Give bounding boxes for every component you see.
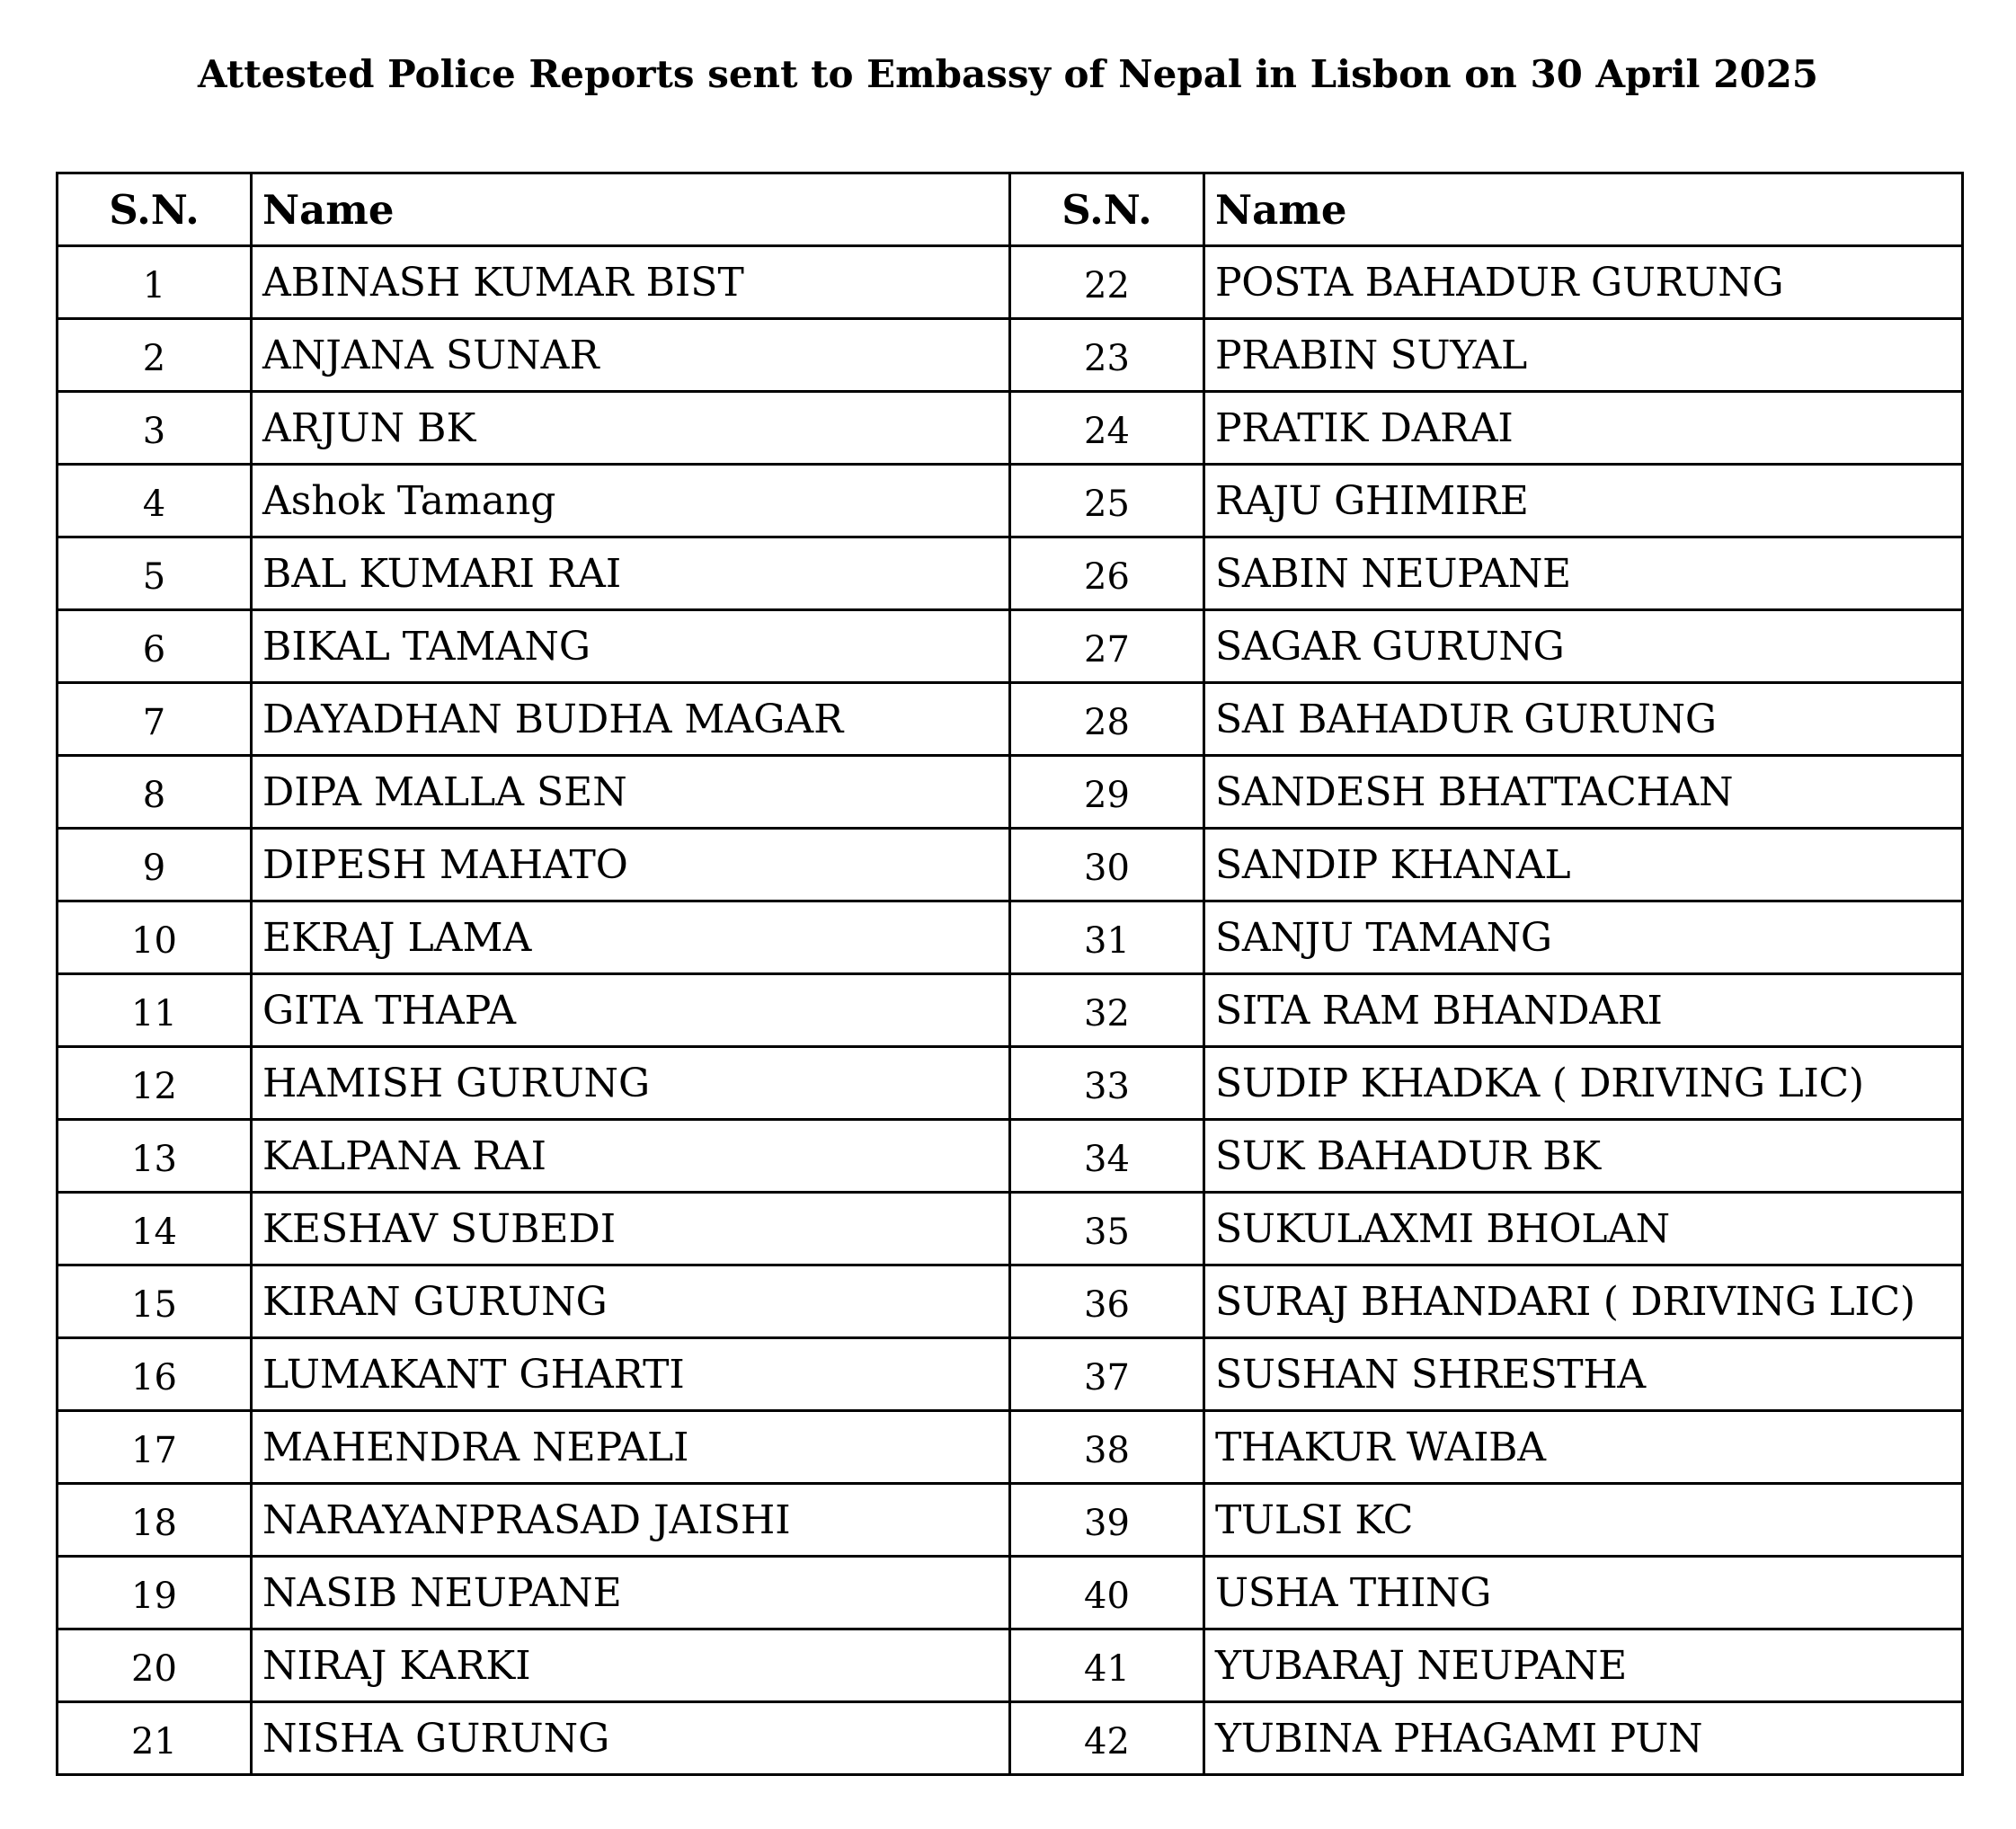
person-name-right: THAKUR WAIBA [1204,1411,1963,1484]
serial-number-right: 24 [1010,392,1204,465]
person-name-left: LUMAKANT GHARTI [252,1338,1010,1411]
serial-number-left: 20 [58,1629,252,1702]
person-name-left: NASIB NEUPANE [252,1557,1010,1629]
person-name-left: ANJANA SUNAR [252,319,1010,392]
serial-number-left: 1 [58,246,252,319]
table-row [58,319,1963,392]
serial-number-left: 16 [58,1338,252,1411]
table-row [58,1047,1963,1120]
person-name-left: KALPANA RAI [252,1120,1010,1193]
serial-number-left: 13 [58,1120,252,1193]
serial-number-left: 8 [58,756,252,829]
person-name-right: SANJU TAMANG [1204,901,1963,974]
serial-number-left: 17 [58,1411,252,1484]
table-row [58,756,1963,829]
person-name-right: SABIN NEUPANE [1204,537,1963,610]
table-row [58,1120,1963,1193]
person-name-left: NISHA GURUNG [252,1702,1010,1775]
serial-number-right: 38 [1010,1411,1204,1484]
serial-number-right: 42 [1010,1702,1204,1775]
column-header-sn-left: S.N. [58,173,252,246]
person-name-left: BIKAL TAMANG [252,610,1010,683]
serial-number-right: 34 [1010,1120,1204,1193]
serial-number-left: 19 [58,1557,252,1629]
table-row [58,1484,1963,1557]
table-row [58,246,1963,319]
person-name-left: GITA THAPA [252,974,1010,1047]
person-name-right: POSTA BAHADUR GURUNG [1204,246,1963,319]
serial-number-right: 40 [1010,1557,1204,1629]
serial-number-right: 23 [1010,319,1204,392]
person-name-right: TULSI KC [1204,1484,1963,1557]
table-body [58,246,1963,1775]
person-name-right: SAGAR GURUNG [1204,610,1963,683]
serial-number-left: 4 [58,465,252,537]
serial-number-right: 25 [1010,465,1204,537]
serial-number-left: 9 [58,829,252,901]
person-name-left: DIPA MALLA SEN [252,756,1010,829]
person-name-left: NIRAJ KARKI [252,1629,1010,1702]
serial-number-left: 7 [58,683,252,756]
person-name-right: SAI BAHADUR GURUNG [1204,683,1963,756]
table-row [58,1702,1963,1775]
table-row [58,610,1963,683]
person-name-left: ARJUN BK [252,392,1010,465]
person-name-right: SUDIP KHADKA ( DRIVING LIC) [1204,1047,1963,1120]
person-name-left: MAHENDRA NEPALI [252,1411,1010,1484]
person-name-right: YUBARAJ NEUPANE [1204,1629,1963,1702]
person-name-right: SANDIP KHANAL [1204,829,1963,901]
serial-number-right: 32 [1010,974,1204,1047]
serial-number-left: 2 [58,319,252,392]
person-name-right: SURAJ BHANDARI ( DRIVING LIC) [1204,1265,1963,1338]
serial-number-right: 29 [1010,756,1204,829]
table-row [58,1193,1963,1265]
table-header-row [58,173,1963,246]
serial-number-right: 41 [1010,1629,1204,1702]
serial-number-left: 21 [58,1702,252,1775]
serial-number-left: 15 [58,1265,252,1338]
serial-number-left: 14 [58,1193,252,1265]
serial-number-right: 28 [1010,683,1204,756]
serial-number-right: 36 [1010,1265,1204,1338]
person-name-right: SUK BAHADUR BK [1204,1120,1963,1193]
person-name-right: YUBINA PHAGAMI PUN [1204,1702,1963,1775]
table-row [58,1629,1963,1702]
serial-number-right: 33 [1010,1047,1204,1120]
person-name-left: DAYADHAN BUDHA MAGAR [252,683,1010,756]
table-row [58,974,1963,1047]
table-row [58,1265,1963,1338]
serial-number-left: 18 [58,1484,252,1557]
person-name-left: KIRAN GURUNG [252,1265,1010,1338]
person-name-right: USHA THING [1204,1557,1963,1629]
table-row [58,829,1963,901]
table-row [58,392,1963,465]
person-name-left: KESHAV SUBEDI [252,1193,1010,1265]
table-row [58,465,1963,537]
person-name-left: DIPESH MAHATO [252,829,1010,901]
serial-number-left: 12 [58,1047,252,1120]
table-row [58,1411,1963,1484]
serial-number-right: 35 [1010,1193,1204,1265]
person-name-right: PRATIK DARAI [1204,392,1963,465]
person-name-right: SITA RAM BHANDARI [1204,974,1963,1047]
serial-number-left: 6 [58,610,252,683]
serial-number-left: 5 [58,537,252,610]
column-header-sn-right: S.N. [1010,173,1204,246]
serial-number-left: 11 [58,974,252,1047]
column-header-name-left: Name [252,173,1010,246]
serial-number-left: 3 [58,392,252,465]
table-row [58,1557,1963,1629]
serial-number-right: 22 [1010,246,1204,319]
person-name-left: Ashok Tamang [252,465,1010,537]
person-name-left: ABINASH KUMAR BIST [252,246,1010,319]
person-name-right: RAJU GHIMIRE [1204,465,1963,537]
person-name-right: SANDESH BHATTACHAN [1204,756,1963,829]
person-name-right: SUSHAN SHRESTHA [1204,1338,1963,1411]
serial-number-right: 30 [1010,829,1204,901]
serial-number-right: 31 [1010,901,1204,974]
person-name-left: HAMISH GURUNG [252,1047,1010,1120]
person-name-right: SUKULAXMI BHOLAN [1204,1193,1963,1265]
table-row [58,901,1963,974]
person-name-left: EKRAJ LAMA [252,901,1010,974]
page-title: Attested Police Reports sent to Embassy of Nepal in Lisbon on 30 April 2025 [197,52,1819,96]
serial-number-right: 39 [1010,1484,1204,1557]
person-name-left: BAL KUMARI RAI [252,537,1010,610]
table-row [58,1338,1963,1411]
reports-table [56,172,1964,1776]
table-row [58,683,1963,756]
serial-number-right: 37 [1010,1338,1204,1411]
person-name-left: NARAYANPRASAD JAISHI [252,1484,1010,1557]
person-name-right: PRABIN SUYAL [1204,319,1963,392]
column-header-name-right: Name [1204,173,1963,246]
table-row [58,537,1963,610]
serial-number-left: 10 [58,901,252,974]
serial-number-right: 26 [1010,537,1204,610]
serial-number-right: 27 [1010,610,1204,683]
